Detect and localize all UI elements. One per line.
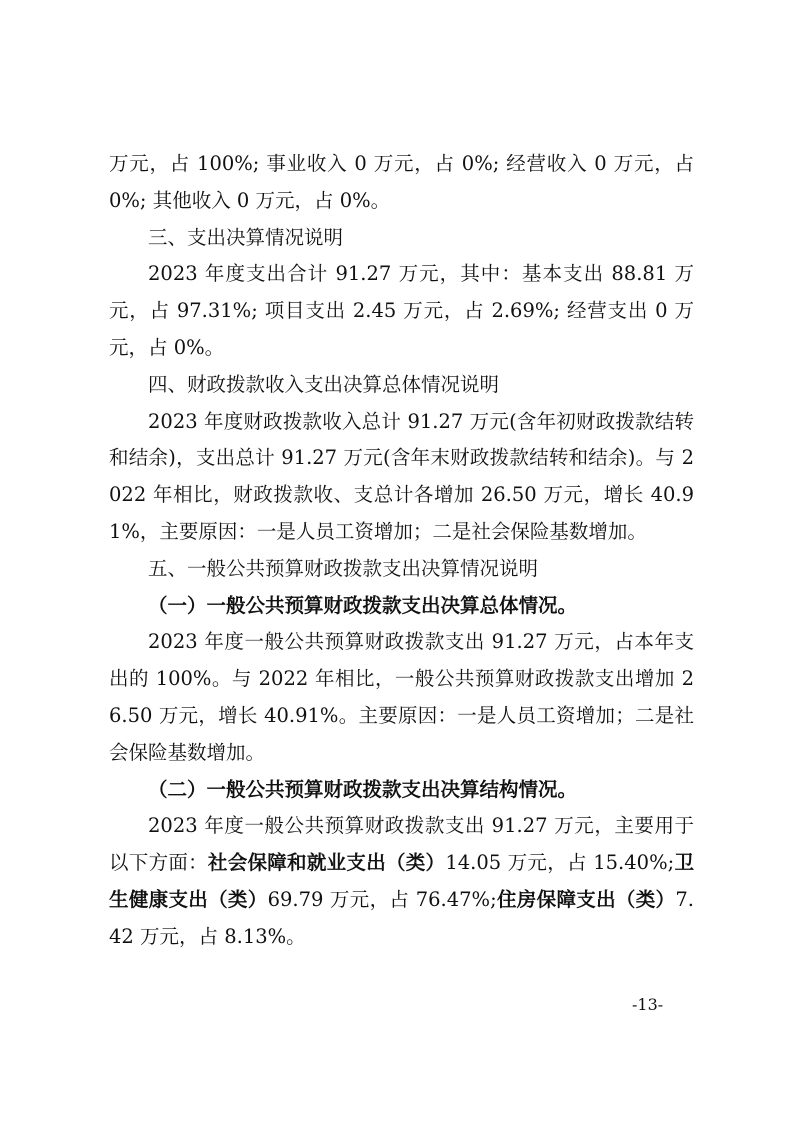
structure-item-housing-label: 住房保障支出（类） (496, 887, 676, 911)
document-body (109, 146, 694, 956)
section-heading-expenditure: 三、支出决算情况说明 (148, 225, 344, 249)
paragraph-general-structure (109, 808, 694, 955)
structure-item-social-security-label: 社会保障和就业支出（类） (207, 851, 446, 875)
section-heading-general-budget: 五、一般公共预算财政拨款支出决算情况说明 (148, 556, 539, 580)
paragraph-carryover: 万元，占 100%; 事业收入 0 万元，占 0%; 经营收入 0 万元，占 0%; 其他收入 0 万元，占 0%。 (109, 152, 694, 212)
section-heading-fiscal-total: 四、财政拨款收入支出决算总体情况说明 (148, 372, 500, 396)
subheading-general-structure: （二）一般公共预算财政拨款支出决算结构情况。 (148, 777, 578, 801)
paragraph-fiscal-total: 2023 年度财政拨款收入总计 91.27 万元(含年初财政拨款结转和结余)，支出总计 91.27 万元(含年末财政拨款结转和结余)。与 2022 年相比，财政拨款收、支总计各增加 26.50 万元，增长 40.91%，主要原因：一是人员工资增加；二是社会保险基数增加。 (109, 409, 694, 543)
subheading-general-overall: （一）一般公共预算财政拨款支出决算总体情况。 (148, 593, 578, 617)
paragraph-expenditure: 2023 年度支出合计 91.27 万元，其中：基本支出 88.81 万元，占 97.31%; 项目支出 2.45 万元，占 2.69%; 经营支出 0 万元，占 0%。 (109, 262, 694, 359)
structure-intro: 2023 年度一般公共预算财政拨款支出 91.27 万元，主要用于以下方面： (109, 814, 694, 875)
structure-item-housing-value: 7.42 万元，占 8.13%。 (109, 887, 694, 948)
paragraph-general-overall: 2023 年度一般公共预算财政拨款支出 91.27 万元，占本年支出的 100%。与 2022 年相比，一般公共预算财政拨款支出增加 26.50 万元，增长 40.91%。主要原因：一是人员工资增加；二是社会保险基数增加。 (109, 630, 694, 764)
page-number: -13- (632, 995, 664, 1014)
structure-item-health-label: 卫生健康支出（类） (109, 851, 694, 911)
structure-item-health-value: 69.79 万元，占 76.47%; (267, 887, 497, 911)
structure-item-social-security-value: 14.05 万元，占 15.40%; (445, 851, 675, 875)
